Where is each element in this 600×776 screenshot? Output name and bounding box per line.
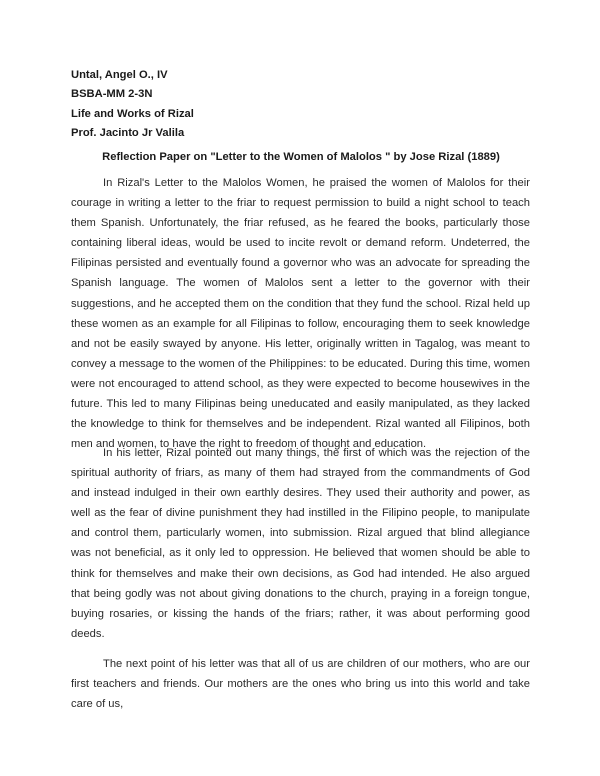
paragraph: In his letter, Rizal pointed out many things, the first of which was the rejection of the spiritual authority of friars, as many of them had strayed from the commandments of God and instead indulged in their own earthly desires. They used their authority and power, as well as the fear of divine punishment they had instilled in the Filipino people, to manipulate and control them, particularly women, into submission. Rizal argued that blind allegiance was not beneficial, as it only led to oppression. He believed that women should be able to think for themselves and make their own decisions, as God had intended. He also argued that being godly was not about giving donations to the church, praying in a foreign tongue, buying rosaries, or kissing the hands of the friars; rather, it was about performing good deeds. [71,447,530,640]
course-name: Life and Works of Rizal [71,107,194,120]
paragraph: In Rizal's Letter to the Malolos Women, he praised the women of Malolos for their courage in writing a letter to the friar to request permission to build a night school to teach them Spanish. Unfortunately, the friar refused, as he feared the books, particularly those containing liberal ideas, would be used to incite revolt or demand reform. Undeterred, the Filipinas persisted and eventually found a governor who was an advocate for spreading the Spanish language. The women of Malolos sent a letter to the governor with their suggestions, and he accepted them on the condition that they fund the school. Rizal held up these women as an example for all Filipinas to follow, encouraging them to seek knowledge and not be easily swayed by anyone. His letter, originally written in Tagalog, was meant to convey a message to the women of the Philippines: to be educated. During this time, women were not encouraged to attend school, as they were expected to become housewives in the future. This led to many Filipinas being uneducated and easily manipulated, as they lacked the knowledge to think for themselves and be independent. Rizal wanted all Filipinos, both men and women, to have the right to freedom of thought and education. [71,177,530,451]
professor-name: Prof. Jacinto Jr Valila [71,126,185,139]
paper-title: Reflection Paper on "Letter to the Women of Malolos " by Jose Rizal (1889) [102,151,500,163]
student-name: Untal, Angel O., IV [71,69,168,81]
document-header [71,66,531,143]
section-code: BSBA-MM 2-3N [71,88,153,101]
paragraph: The next point of his letter was that all of us are children of our mothers, who are our first teachers and friends. Our mothers are the ones who bring us into this world and take care of us, [71,658,530,711]
